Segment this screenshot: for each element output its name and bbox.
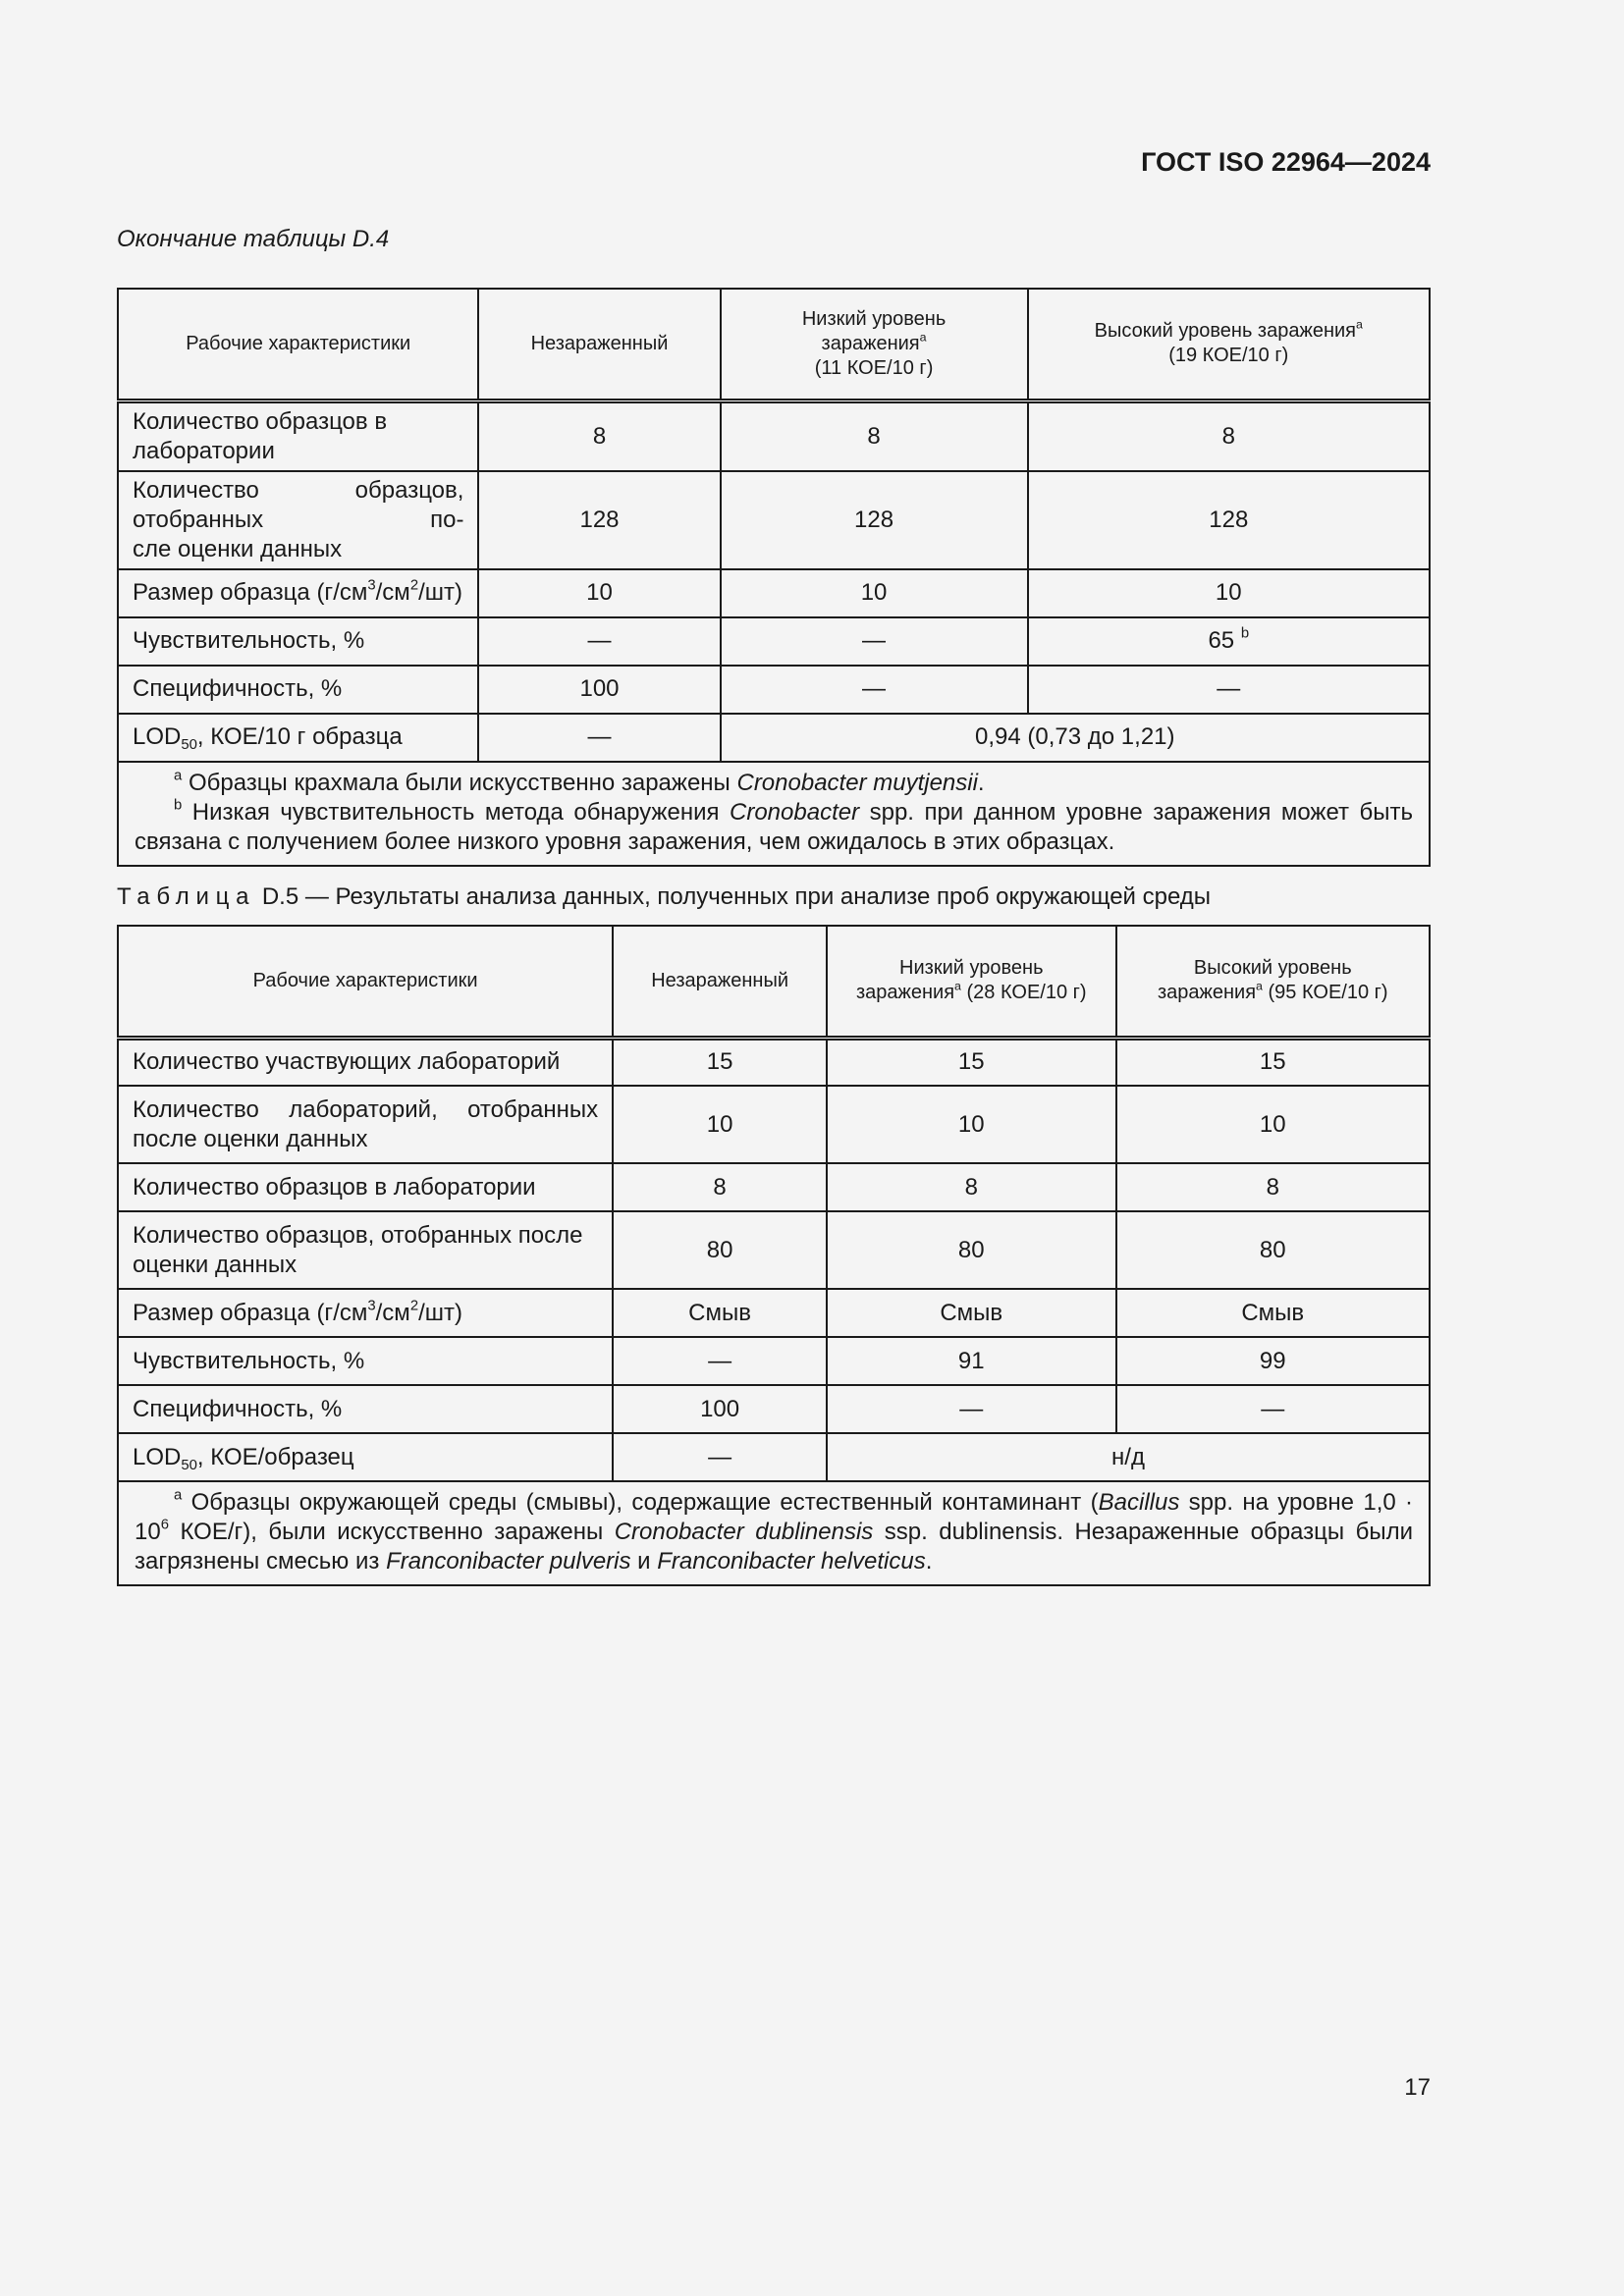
table-row: Размер образца $(г/см^3/см^2/шт)$ 10 10 10 — [118, 569, 1430, 617]
document-code: ГОСТ ISO 22964—2024 — [1141, 147, 1431, 177]
table-row: Количество образцов, отобранных по- сле оценки данных 128 128 128 — [118, 471, 1430, 569]
header-uncontaminated: Незараженный — [478, 289, 720, 400]
table-d4 — [117, 288, 1431, 867]
table-row: Количество образцов в лаборатории 8 8 8 — [118, 1163, 1430, 1211]
page-number: 17 — [1404, 2074, 1431, 2101]
table-row: Чувствительность, % — 91 99 — [118, 1337, 1430, 1385]
table-row: $LOD_{50}$, КОЕ/образец — н/д — [118, 1433, 1430, 1481]
table-row: Специфичность, % 100 — — — [118, 1385, 1430, 1433]
table-row: Количество лабораторий, отобранных после оценки данных 10 10 10 — [118, 1086, 1430, 1163]
header-uncontaminated: Незараженный — [613, 926, 827, 1038]
table-row: $LOD_{50}$, КОЕ/10 г образца — 0,94 (0,73 до 1,21) — [118, 714, 1430, 762]
table-footnotes — [118, 762, 1430, 866]
table-d5-caption: Таблица D.5 — Результаты анализа данных, полученных при анализе проб окружающей среды — [117, 883, 1212, 910]
table-footnotes — [118, 1481, 1430, 1585]
table-row: Количество участвующих лабораторий 15 15 15 — [118, 1038, 1430, 1086]
footnote-a: $^a$ Образцы окружающей среды (смывы), содержащие естественный контаминант (Bacillus spp. на уровне $1,0 \cdot 10^6$ КОЕ/г), были искусственно заражены Cronobacter dublinensis ssp. dublinensis. Незараженные образцы были загрязнены смесью из Franconibacter pulveris и Franconibacter helveticus. — [135, 1487, 1414, 1575]
header-high-level: Высокий уровень заражения$^a$ (95 КОЕ/10 г) — [1116, 926, 1430, 1038]
footnote-b: $^b$ Низкая чувствительность метода обнаружения Cronobacter spp. при данном уровне заражения может быть связана с получением более низкого уровня заражения, чем ожидалось в этих образцах. — [135, 797, 1413, 855]
header-characteristics: Рабочие характеристики — [118, 289, 478, 400]
table-header-row — [118, 926, 1430, 1038]
header-high-level: Высокий уровень заражения$^a$ (19 КОЕ/10 г) — [1028, 289, 1430, 400]
table-row: Количество образцов, отобранных после оценки данных 80 80 80 — [118, 1211, 1430, 1289]
table-row: Чувствительность, % — — 65 $^b$ — [118, 617, 1430, 666]
table-row: Специфичность, % 100 — — — [118, 666, 1430, 714]
header-low-level: Низкий уровень заражения$^a$ (11 КОЕ/10 г) — [721, 289, 1028, 400]
footnote-a: $^a$ Образцы крахмала были искусственно заражены Cronobacter muytjensii. — [174, 768, 985, 796]
table-header-row — [118, 289, 1430, 400]
table-row: Размер образца $(г/см^3/см^2/шт)$ Смыв Смыв Смыв — [118, 1289, 1430, 1337]
header-low-level: Низкий уровень заражения$^a$ (28 КОЕ/10 г) — [827, 926, 1116, 1038]
table-row: Количество образцов в лаборатории 8 8 8 — [118, 400, 1430, 471]
header-characteristics: Рабочие характеристики — [118, 926, 613, 1038]
table-d4-caption: Окончание таблицы D.4 — [117, 226, 390, 252]
table-d5 — [117, 925, 1431, 1586]
